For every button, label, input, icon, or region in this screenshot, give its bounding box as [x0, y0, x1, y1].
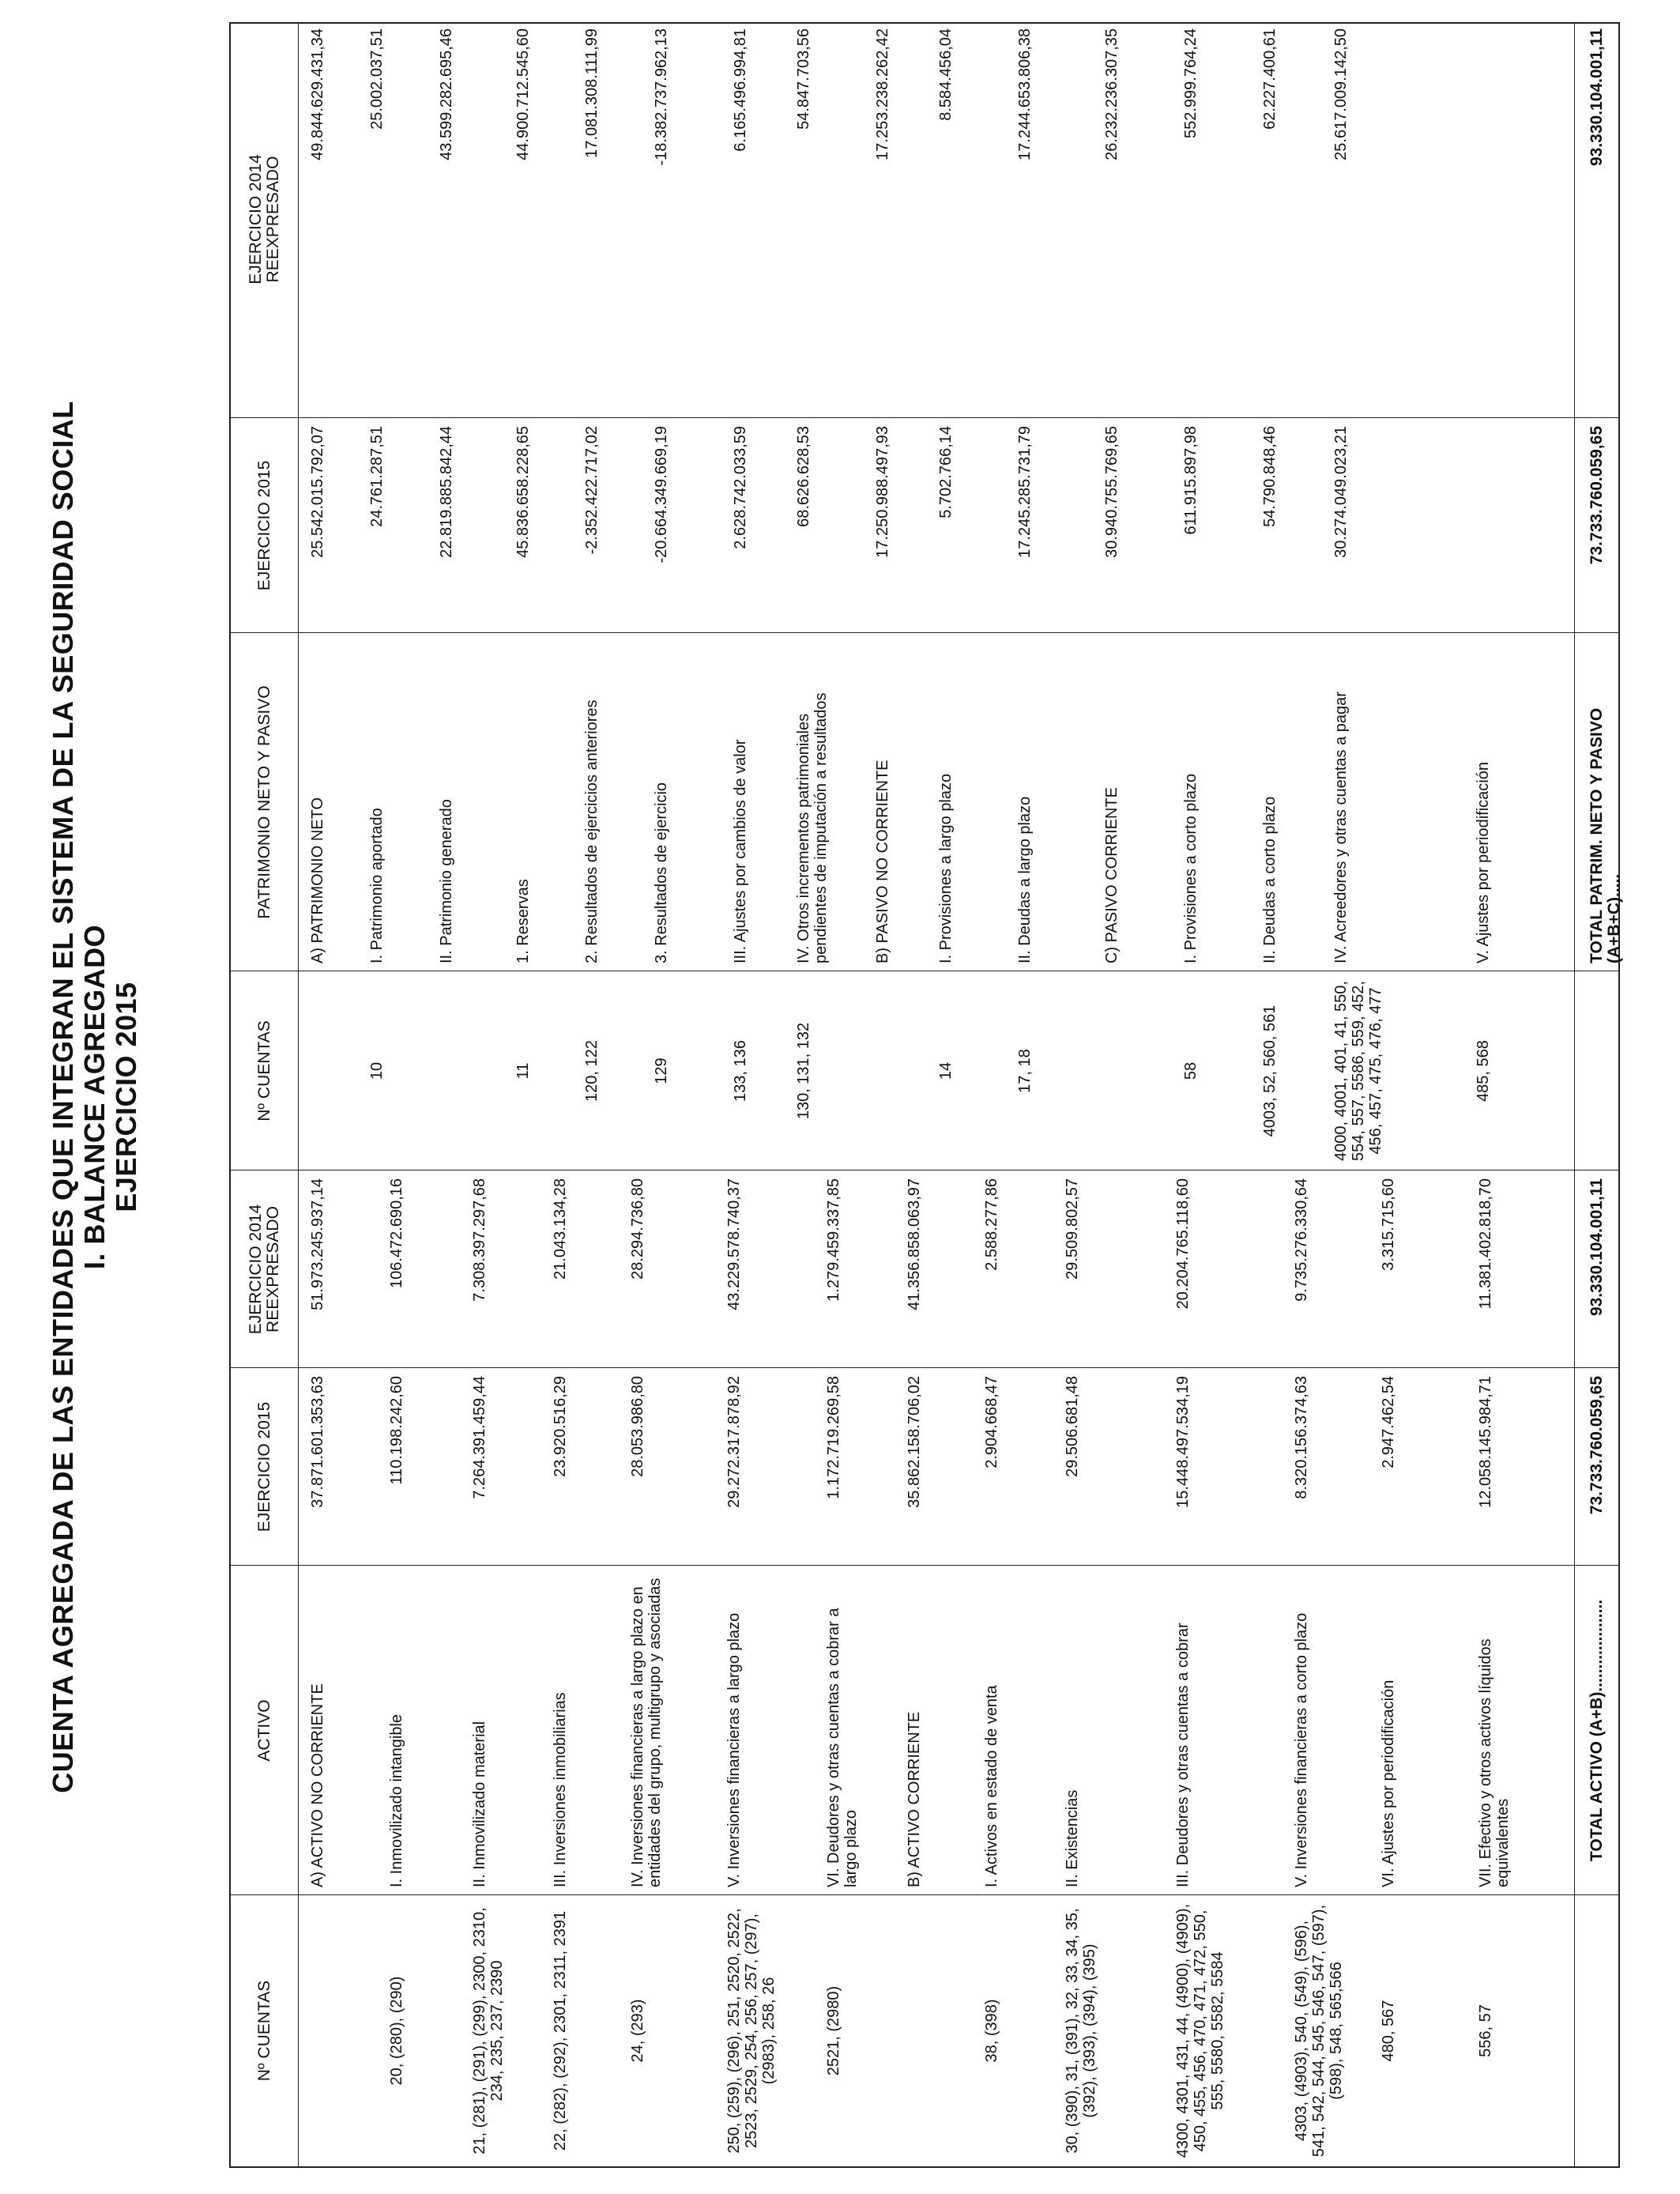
pasivo-row-cuentas: 11 — [514, 1062, 532, 1080]
header-activo: ACTIVO — [254, 1699, 273, 1762]
activo-row-cuentas: 24, (293) — [629, 1999, 646, 2063]
pasivo-row-cuentas: 4003, 52, 560, 561 — [1261, 1005, 1279, 1137]
pasivo-row-ejercicio-2015: 25.542.015.792,07 — [309, 426, 326, 558]
activo-row-ejercicio-2014: 11.381.402.818,70 — [1477, 1178, 1494, 1310]
pasivo-row-ejercicio-2014: 26.232.236.307,35 — [1103, 28, 1121, 160]
pasivo-row-concepto: IV. Otros incrementos patrimoniales pendientes de imputación a resultados — [795, 692, 830, 963]
activo-row-concepto: A) ACTIVO NO CORRIENTE — [309, 1683, 326, 1887]
pasivo-row-concepto: II. Patrimonio generado — [438, 799, 455, 963]
pasivo-row-ejercicio-2014: 25.002.037,51 — [368, 28, 386, 130]
activo-row-concepto: V. Inversiones financieras a corto plazo — [1293, 1612, 1310, 1887]
pasivo-row-ejercicio-2015: 45.836.658.228,65 — [514, 426, 532, 558]
activo-row-concepto: IV. Inversiones financieras a largo plazo en entidades del grupo, multigrupo y asociadas — [629, 1578, 664, 1887]
pasivo-row-ejercicio-2015: -20.664.349.669,19 — [653, 426, 670, 564]
activo-row-ejercicio-2014: 9.735.276.330,64 — [1293, 1178, 1310, 1302]
header-n-cuentas: Nº CUENTAS — [254, 1980, 273, 2082]
pasivo-row-ejercicio-2014: 17.253.238.262,42 — [874, 28, 891, 160]
activo-row-concepto: B) ACTIVO CORRIENTE — [906, 1711, 923, 1887]
pasivo-row-cuentas: 10 — [368, 1061, 386, 1080]
activo-row-ejercicio-2014: 20.204.765.118,60 — [1174, 1178, 1192, 1310]
pasivo-row-ejercicio-2014: 49.844.629.431,34 — [309, 28, 326, 160]
pasivo-row-concepto: I. Patrimonio aportado — [368, 808, 386, 963]
activo-row-ejercicio-2014: 3.315.715,60 — [1380, 1178, 1397, 1271]
pasivo-row-ejercicio-2014: 17.244.653.806,38 — [1016, 28, 1034, 160]
activo-row-concepto: I. Activos en estado de venta — [983, 1685, 1000, 1887]
header-line: EJERCICIO 2014 — [246, 154, 265, 285]
document-title: CUENTA AGREGADA DE LAS ENTIDADES QUE INTEGRAN EL SISTEMA DE LA SEGURIDAD SOCIAL — [47, 401, 79, 1793]
activo-row-ejercicio-2014: 41.356.858.063,97 — [906, 1178, 923, 1310]
pasivo-row-cuentas: 17, 18 — [1016, 1049, 1034, 1093]
activo-row-ejercicio-2015: 2.904.668,47 — [983, 1376, 1000, 1468]
pasivo-row-concepto: 2. Resultados de ejercicios anteriores — [583, 699, 601, 963]
pasivo-row-ejercicio-2015: -2.352.422.717,02 — [583, 426, 601, 555]
pasivo-row-ejercicio-2015: 24.761.287,51 — [368, 426, 386, 527]
activo-row-ejercicio-2014: 1.279.459.337,85 — [825, 1178, 842, 1302]
activo-row-ejercicio-2014: 28.294.736,80 — [629, 1178, 646, 1280]
activo-row-concepto: III. Deudores y otras cuentas a cobrar — [1174, 1623, 1192, 1887]
pasivo-row-cuentas: 129 — [653, 1057, 670, 1084]
pasivo-row-cuentas: 133, 136 — [732, 1040, 749, 1102]
pasivo-row-concepto: II. Deudas a largo plazo — [1016, 796, 1034, 963]
activo-row-ejercicio-2014: 29.509.802,57 — [1064, 1178, 1081, 1280]
pasivo-row-cuentas: 4000, 4001, 401, 41, 550, 554, 557, 5586, 559, 452, 456, 457, 475, 476, 477 — [1332, 981, 1384, 1161]
pasivo-row-concepto: A) PATRIMONIO NETO — [309, 797, 326, 963]
pasivo-row-ejercicio-2014: 17.081.308.111,99 — [583, 28, 601, 158]
pasivo-row-ejercicio-2014: 25.617.009.142,50 — [1332, 28, 1350, 160]
activo-row-concepto: VI. Deudores y otras cuentas a cobrar a largo plazo — [825, 1608, 860, 1887]
activo-row-concepto: III. Inversiones inmobiliarias — [552, 1692, 569, 1887]
pasivo-row-ejercicio-2015: 22.819.885.842,44 — [438, 426, 455, 558]
pasivo-row-concepto: 1. Reservas — [514, 879, 532, 963]
pasivo-row-ejercicio-2015: 611.915.897,98 — [1182, 426, 1200, 535]
activo-row-ejercicio-2014: 2.588.277,86 — [983, 1178, 1000, 1271]
activo-row-cuentas: 20, (280), (290) — [388, 1976, 405, 2086]
total-activo-2014: 93.330.104.001,11 — [1588, 1178, 1606, 1317]
header-line: REEXPRESADO — [263, 1206, 282, 1333]
activo-row-cuentas: 2521, (2980) — [825, 1985, 842, 2076]
activo-row-ejercicio-2015: 28.053.986,80 — [629, 1376, 646, 1477]
document-title-block — [47, 0, 142, 2194]
pasivo-row-ejercicio-2015: 17.245.285.731,79 — [1016, 426, 1034, 558]
pasivo-row-ejercicio-2014: -18.382.737.962,13 — [653, 28, 670, 166]
activo-row-cuentas: 22, (282), (292), 2301, 2311, 2391 — [552, 1910, 569, 2151]
pasivo-row-cuentas: 58 — [1182, 1061, 1200, 1080]
activo-row-ejercicio-2014: 7.308.397.297,68 — [471, 1178, 488, 1302]
pasivo-row-ejercicio-2014: 552.999.764,24 — [1182, 28, 1200, 139]
activo-row-ejercicio-2015: 35.862.158.706,02 — [906, 1376, 923, 1508]
header-ejercicio-2015-pasivo: EJERCICIO 2015 — [254, 460, 273, 591]
activo-row-ejercicio-2015: 7.264.391.459,44 — [471, 1376, 488, 1499]
header-ejercicio-2014 — [231, 1178, 298, 1360]
pasivo-row-cuentas: 485, 568 — [1475, 1040, 1492, 1102]
activo-row-ejercicio-2015: 29.272.317.878,92 — [725, 1376, 743, 1508]
activo-row-cuentas: 4303, (4903), 540, (549), (596), 541, 542, 544, 545, 546, 547, (597), (598), 548, 565,566 — [1293, 1904, 1345, 2158]
total-activo-label: TOTAL ACTIVO (A+B).................... — [1588, 1599, 1606, 1862]
document-subtitle: I. BALANCE AGREGADO — [78, 924, 111, 1270]
header-patrimonio: PATRIMONIO NETO Y PASIVO — [254, 685, 273, 919]
header-line: REEXPRESADO — [263, 156, 282, 283]
activo-row-ejercicio-2015: 23.920.516,29 — [552, 1376, 569, 1477]
activo-row-cuentas: 30, (390), 31, (391), 32, 33, 34, 35, (392), (393), (394), (395) — [1064, 1908, 1098, 2154]
balance-table — [229, 22, 1623, 2168]
activo-row-cuentas: 480, 567 — [1380, 2000, 1397, 2062]
activo-row-cuentas: 250, (259), (296), 251, 2520, 2522, 2523, 2529, 254, 256, 257, (297), (2983), 258, 26 — [725, 1908, 778, 2154]
pasivo-row-concepto: B) PASIVO NO CORRIENTE — [874, 760, 891, 963]
pasivo-row-concepto: I. Provisiones a corto plazo — [1182, 773, 1200, 963]
activo-row-concepto: I. Inmovilizado intangible — [388, 1713, 405, 1887]
activo-row-ejercicio-2015: 15.448.497.534,19 — [1174, 1376, 1192, 1508]
activo-row-cuentas: 21, (281), (291), (299), 2300, 2310, 234, 235, 237, 2390 — [471, 1907, 506, 2154]
activo-row-ejercicio-2015: 1.172.719.269,58 — [825, 1376, 842, 1499]
activo-row-cuentas: 556, 57 — [1477, 2004, 1494, 2057]
activo-row-ejercicio-2015: 2.947.462,54 — [1380, 1376, 1397, 1468]
activo-row-ejercicio-2014: 21.043.134,28 — [552, 1178, 569, 1280]
activo-row-ejercicio-2015: 110.198.242,60 — [388, 1376, 405, 1485]
pasivo-row-ejercicio-2015: 17.250.988.497,93 — [874, 426, 891, 558]
total-activo-2015: 73.733.760.059,65 — [1588, 1376, 1606, 1515]
pasivo-row-ejercicio-2014: 54.847.703,56 — [795, 28, 812, 130]
pasivo-row-ejercicio-2014: 44.900.712.545,60 — [514, 28, 532, 160]
activo-row-concepto: VII. Efectivo y otros activos líquidos equivalentes — [1477, 1638, 1512, 1887]
pasivo-row-concepto: C) PASIVO CORRIENTE — [1103, 787, 1121, 963]
header-ejercicio-2014-pasivo — [231, 28, 298, 410]
pasivo-row-concepto: II. Deudas a corto plazo — [1261, 796, 1279, 963]
header-n-cuentas-pasivo: Nº CUENTAS — [254, 1020, 273, 1122]
pasivo-row-ejercicio-2014: 43.599.282.695,46 — [438, 28, 455, 160]
header-ejercicio-2015: EJERCICIO 2015 — [254, 1401, 273, 1532]
pasivo-row-ejercicio-2015: 30.274.049.023,21 — [1332, 426, 1350, 558]
activo-row-concepto: V. Inversiones financieras a largo plazo — [725, 1612, 743, 1887]
activo-row-ejercicio-2014: 43.229.578.740,37 — [725, 1178, 743, 1310]
activo-row-concepto: VI. Ajustes por periodificación — [1380, 1679, 1397, 1887]
pasivo-row-ejercicio-2015: 54.790.848,46 — [1261, 426, 1279, 527]
activo-row-ejercicio-2015: 29.506.681,48 — [1064, 1376, 1081, 1477]
total-pasivo-2014: 93.330.104.001,11 — [1588, 28, 1606, 167]
document-year: EJERCICIO 2015 — [110, 982, 142, 1212]
pasivo-row-cuentas: 14 — [937, 1061, 955, 1080]
pasivo-row-concepto: I. Provisiones a largo plazo — [937, 773, 955, 963]
activo-row-ejercicio-2015: 12.058.145.984,71 — [1477, 1376, 1494, 1508]
pasivo-row-ejercicio-2014: 8.584.456,04 — [937, 28, 955, 121]
total-pasivo-2015: 73.733.760.059,65 — [1588, 426, 1606, 565]
pasivo-row-cuentas: 120, 122 — [583, 1040, 601, 1102]
activo-row-cuentas: 38, (398) — [983, 1999, 1000, 2063]
activo-row-concepto: II. Existencias — [1064, 1789, 1081, 1887]
pasivo-row-cuentas: 130, 131, 132 — [795, 1022, 812, 1120]
pasivo-row-ejercicio-2014: 62.227.400,61 — [1261, 28, 1279, 130]
total-pasivo-label: TOTAL PATRIM. NETO Y PASIVO (A+B+C)..... — [1588, 707, 1623, 963]
header-line: EJERCICIO 2014 — [246, 1204, 265, 1335]
pasivo-row-concepto: IV. Acreedores y otras cuentas a pagar — [1332, 692, 1350, 963]
pasivo-row-ejercicio-2015: 68.626.628,53 — [795, 426, 812, 527]
activo-row-ejercicio-2015: 37.871.601.353,63 — [309, 1376, 326, 1508]
pasivo-row-ejercicio-2015: 5.702.766,14 — [937, 426, 955, 518]
pasivo-row-concepto: 3. Resultados de ejercicio — [653, 782, 670, 963]
activo-row-ejercicio-2014: 51.973.245.937,14 — [309, 1178, 326, 1310]
activo-row-cuentas: 4300, 4301, 431, 44, (4900), (4909), 450, 455, 456, 470, 471, 472, 550, 555, 5580, 5582, 5584 — [1174, 1903, 1226, 2158]
activo-row-concepto: II. Inmovilizado material — [471, 1721, 488, 1887]
activo-row-ejercicio-2015: 8.320.156.374,63 — [1293, 1376, 1310, 1499]
pasivo-row-ejercicio-2014: 6.165.496.994,81 — [732, 28, 749, 152]
pasivo-row-ejercicio-2015: 30.940.755.769,65 — [1103, 426, 1121, 558]
pasivo-row-ejercicio-2015: 2.628.742.033,59 — [732, 426, 749, 549]
pasivo-row-concepto: III. Ajustes por cambios de valor — [732, 739, 749, 963]
activo-row-ejercicio-2014: 106.472.690,16 — [388, 1178, 405, 1289]
pasivo-row-concepto: V. Ajustes por periodificación — [1475, 762, 1492, 963]
